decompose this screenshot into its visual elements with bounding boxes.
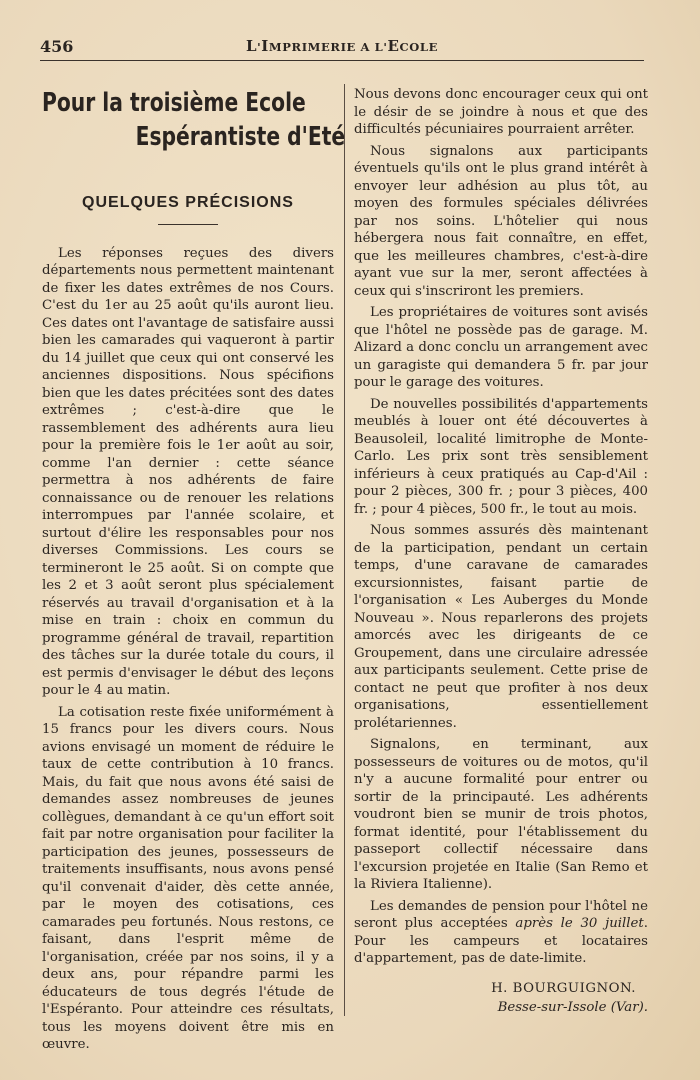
right-paragraph-4: Nous sommes assurés dès maintenant de la participation, pendant un certain temps, d'une caravane de camarades excursionnistes, faisant partie de l'organisation « Les Auberges du Monde Nouveau ». Nous reparlerons des projets amorcés avec les dirigeants de ce Groupement, dans une circulaire adressée aux participants seulement. Cette prise de contact ne peut que profiter à nos deux organisations, essentiellement prolétariennes. [354, 523, 648, 731]
right-paragraph-2: Les propriétaires de voitures sont avisés que l'hôtel ne possède pas de garage. M. Alizard a donc conclu un arrangement avec un garagiste qui demandera 5 fr. par jour pour le garage des voitures. [354, 305, 648, 390]
last-paragraph-start: Les demandes de pension pour l'hôtel ne seront plus acceptées [354, 898, 648, 931]
page-number: 456 [40, 37, 74, 56]
subtitle-rule [158, 224, 218, 225]
running-head-text: L'IMPRIMERIE A L'ECOLE [246, 37, 438, 55]
signature-place: Besse-sur-Issole (Var). [497, 1000, 648, 1015]
page-header [40, 34, 644, 61]
right-column [354, 86, 648, 1017]
left-column [42, 86, 346, 1058]
right-paragraph-3: De nouvelles possibilités d'appartements meublés à louer ont été découvertes à Beausoleil, localité limitrophe de Monte-Carlo. Les prix sont très sensiblement inférieurs à ceux pratiqués au Cap-d'Ail : pour 2 pièces, 300 fr. ; pour 3 pièces, 400 fr. ; pour 4 pièces, 500 fr., le tout au mois. [354, 396, 648, 517]
article-title-line1: Pour la troisième Ecole [42, 88, 306, 118]
signature [354, 980, 648, 1017]
left-paragraph-2: La cotisation reste fixée uniformément à 15 francs pour les divers cours. Nous avions envisagé un moment de réduire le taux de cette contribution à 10 francs. Mais, du fait que nous avons été saisi de demandes assez nombreuses de jeunes collègues, demandant à ce qu'un effort soit fait par notre organisation pour faciliter la participation des jeunes, possesseurs de traitements insuffisants, nous avons pensé qu'il convenait d'aider, dès cette année, par le moyen des cotisations, ces camarades peu fortunés. Nous restons, ce faisant, dans l'esprit même de l'organisation, créée par nos soins, il y a deux ans, pour répandre parmi les éducateurs de tous degrés l'étude de l'Espéranto. Pour atteindre ces résultats, tous les moyens doivent être mis en œuvre. [42, 704, 334, 1052]
column-divider [344, 84, 345, 1016]
article-subtitle: QUELQUES PRÉCISIONS [82, 194, 294, 211]
right-paragraph-6 [354, 898, 648, 968]
right-continuation: Nous devons donc encourager ceux qui ont le désir de se joindre à nous et que des difficultés pécuniaires pourraient arrêter. [354, 87, 648, 137]
last-paragraph-end: . Pour les campeurs et locataires d'appartement, pas de date-limite. [354, 916, 648, 966]
right-paragraph-1: Nous signalons aux participants éventuels qu'ils ont le plus grand intérêt à envoyer leur adhésion au plus tôt, au moyen des formules spéciales délivrées par nos soins. L'hôtelier qui nous hébergera nous fait connaître, en effet, que les meilleures chambres, c'est-à-dire ayant vue sur la mer, seront affectées à ceux qui s'inscriront les premiers. [354, 143, 648, 299]
last-paragraph-italic: après le 30 juillet [515, 916, 644, 931]
left-paragraph-1: Les réponses reçues des divers départements nous permettent maintenant de fixer les dates extrêmes de nos Cours. C'est du 1er au 25 août qu'ils auront lieu. Ces dates ont l'avantage de satisfaire aussi bien les camarades qui vaqueront à partir du 14 juillet que ceux qui ont conservé les anciennes dispositions. Nous spécifions bien que les dates précitées sont des dates extrêmes ; c'est-à-dire que le rassemblement des adhérents aura lieu pour la première fois le 1er août au soir, comme l'an dernier : cette séance permettra à nos adhérents de faire connaissance ou de renouer les relations interrompues par l'année scolaire, et surtout d'élire les responsables pour nos diverses Commissions. Les cours se termineront le 25 août. Si on compte que les 2 et 3 août seront plus spécialement réservés au travail d'organisation et à la mise en train : choix en commun du programme général de travail, repartition des tâches sur la durée totale du cours, il est permis d'envisager le début des leçons pour le 4 au matin. [42, 245, 334, 698]
article-title-line2: Espérantiste d'Eté [135, 122, 346, 152]
running-head [40, 37, 644, 55]
right-paragraph-5: Signalons, en terminant, aux possesseurs de voitures ou de motos, qu'il n'y a aucune formalité pour entrer ou sortir de la principauté. Les adhérents voudront bien se munir de trois photos, format identité, pour l'établissement du passeport collectif nécessaire dans l'excursion projetée en Italie (San Remo et la Riviera Italienne). [354, 737, 648, 892]
signature-name: H. BOURGUIGNON. [491, 980, 636, 996]
